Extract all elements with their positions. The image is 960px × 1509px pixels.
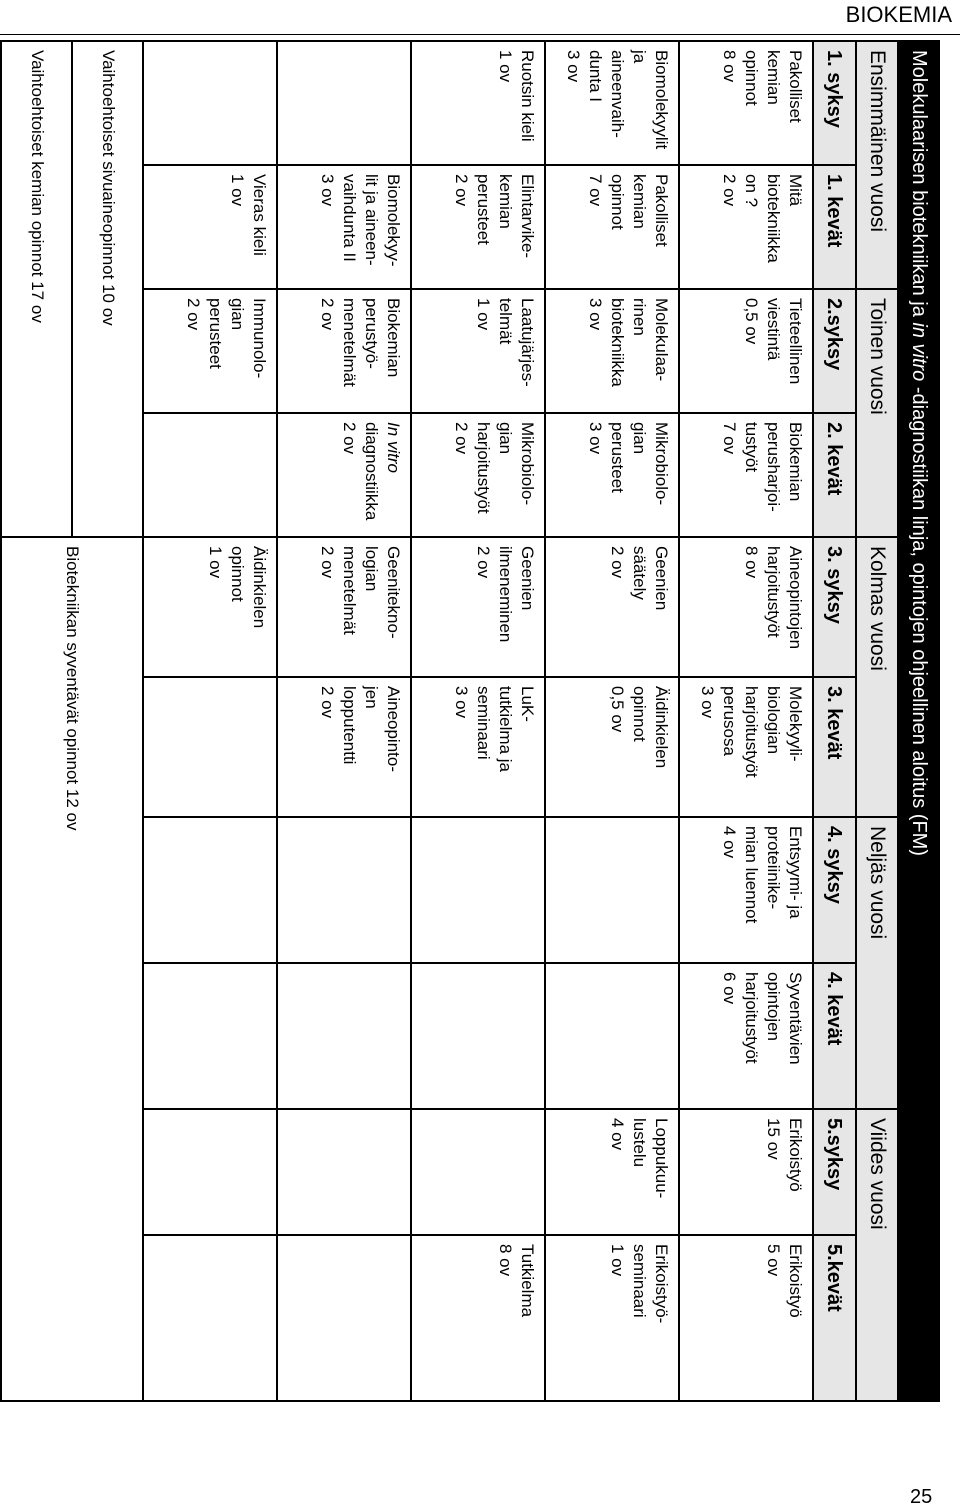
course-cell <box>277 963 411 1109</box>
table-row <box>545 41 679 1401</box>
course-cell: Biokemian perusharjoi- tustyöt 7 ov <box>679 413 813 537</box>
course-cell: Aineopintojen harjoitustyöt 8 ov <box>679 537 813 677</box>
course-cell-in-vitro: In vitro diagnostiikka 2 ov <box>277 413 411 537</box>
course-cell: Immunolo- gian perusteet 2 ov <box>143 289 277 413</box>
course-cell <box>143 413 277 537</box>
course-cell: Mitä biotekniikka on ? 2 ov <box>679 165 813 289</box>
table-title-row <box>898 41 939 1401</box>
course-cell <box>277 1109 411 1235</box>
study-plan-table <box>0 40 940 1402</box>
year-1: Ensimmäinen vuosi <box>856 41 899 289</box>
course-cell: Pakolliset kemian opinnot 8 ov <box>679 41 813 165</box>
course-cell: Tieteellinen viestintä 0,5 ov <box>679 289 813 413</box>
year-5: Viides vuosi <box>856 1109 899 1401</box>
semester-cell: 4. syksy <box>813 817 856 963</box>
course-cell <box>411 817 545 963</box>
header-rule <box>0 34 960 35</box>
course-cell: Mikrobiolo- gian perusteet 3 ov <box>545 413 679 537</box>
table-row <box>277 41 411 1401</box>
course-cell: Geenitekno- logian menetelmät 2 ov <box>277 537 411 677</box>
semester-cell: 2. kevät <box>813 413 856 537</box>
course-cell: Entsyymi- ja proteiinike- mian luennot 4 ov <box>679 817 813 963</box>
course-cell: Biomolekyylit ja aineenvaih- dunta I 3 ov <box>545 41 679 165</box>
course-cell <box>143 817 277 963</box>
course-cell <box>143 1235 277 1401</box>
year-3: Kolmas vuosi <box>856 537 899 817</box>
course-cell: Vieras kieli 1 ov <box>143 165 277 289</box>
course-cell: Erikoistyö- seminaari 1 ov <box>545 1235 679 1401</box>
course-cell: Molekyyli- biologian harjoitustyöt perusosa 3 ov <box>679 677 813 817</box>
course-cell <box>277 41 411 165</box>
course-cell <box>277 817 411 963</box>
course-cell <box>411 1109 545 1235</box>
semester-cell: 3. syksy <box>813 537 856 677</box>
course-cell: Elintarvike- kemian perusteet 2 ov <box>411 165 545 289</box>
semester-cell: 4. kevät <box>813 963 856 1109</box>
page-number: 25 <box>910 1486 933 1508</box>
semester-cell: 1. syksy <box>813 41 856 165</box>
course-cell <box>143 677 277 817</box>
course-cell <box>545 817 679 963</box>
course-cell <box>143 1109 277 1235</box>
course-cell: Geenien säätely 2 ov <box>545 537 679 677</box>
elective-kemia: Vaihtoehtoiset kemian opinnot 17 ov <box>1 41 72 537</box>
course-cell: Äidinkielen opinnot 1 ov <box>143 537 277 677</box>
rotated-table-container <box>0 40 940 1400</box>
course-cell: Mikrobiolo- gian harjoitustyöt 2 ov <box>411 413 545 537</box>
course-cell: Molekulaa- rinen biotekniikka 3 ov <box>545 289 679 413</box>
table-row <box>411 41 545 1401</box>
course-cell: Aineopinto- jen lopputentti 2 ov <box>277 677 411 817</box>
semester-cell: 1. kevät <box>813 165 856 289</box>
course-cell <box>411 963 545 1109</box>
table-row <box>679 41 813 1401</box>
course-cell: Erikoistyö 15 ov <box>679 1109 813 1235</box>
year-4: Neljäs vuosi <box>856 817 899 1109</box>
course-cell: Syventävien opintojen harjoitustyöt 6 ov <box>679 963 813 1109</box>
course-cell: Loppukuu- lustelu 4 ov <box>545 1109 679 1235</box>
course-cell: Äidinkielen opinnot 0,5 ov <box>545 677 679 817</box>
year-header-row <box>856 41 899 1401</box>
table-row <box>143 41 277 1401</box>
semester-cell: 2.syksy <box>813 289 856 413</box>
course-cell <box>143 963 277 1109</box>
course-cell: Erikoistyö 5 ov <box>679 1235 813 1401</box>
elective-row-sivuaine <box>72 41 143 1401</box>
course-cell: Biomolekyy- lit ja aineen- vaihdunta II 3 ov <box>277 165 411 289</box>
course-cell: Geenien ilmeneminen 2 ov <box>411 537 545 677</box>
elective-syventavat: Biotekniikan syventävät opinnot 12 ov <box>1 537 143 1401</box>
course-cell: Biokemian perustyö- menetelmät 2 ov <box>277 289 411 413</box>
course-cell: Pakolliset kemian opinnot 7 ov <box>545 165 679 289</box>
course-cell <box>143 41 277 165</box>
elective-sivuaine: Vaihtoehtoiset sivuaineopinnot 10 ov <box>72 41 143 537</box>
course-cell: Tutkielma 8 ov <box>411 1235 545 1401</box>
course-cell: LuK- tutkielma ja seminaari 3 ov <box>411 677 545 817</box>
course-cell <box>277 1235 411 1401</box>
semester-cell: 3. kevät <box>813 677 856 817</box>
course-cell: Laatujärjes- telmät 1 ov <box>411 289 545 413</box>
year-2: Toinen vuosi <box>856 289 899 537</box>
semester-cell: 5.kevät <box>813 1235 856 1401</box>
page-header-title: BIOKEMIA <box>845 2 952 27</box>
semester-header-row <box>813 41 856 1401</box>
course-cell <box>545 963 679 1109</box>
table-title: Molekulaarisen biotekniikan ja in vitro -diagnostiikan linja, opintojen ohjeellinen aloitus (FM) <box>898 41 939 1401</box>
semester-cell: 5.syksy <box>813 1109 856 1235</box>
course-cell: Ruotsin kieli 1 ov <box>411 41 545 165</box>
